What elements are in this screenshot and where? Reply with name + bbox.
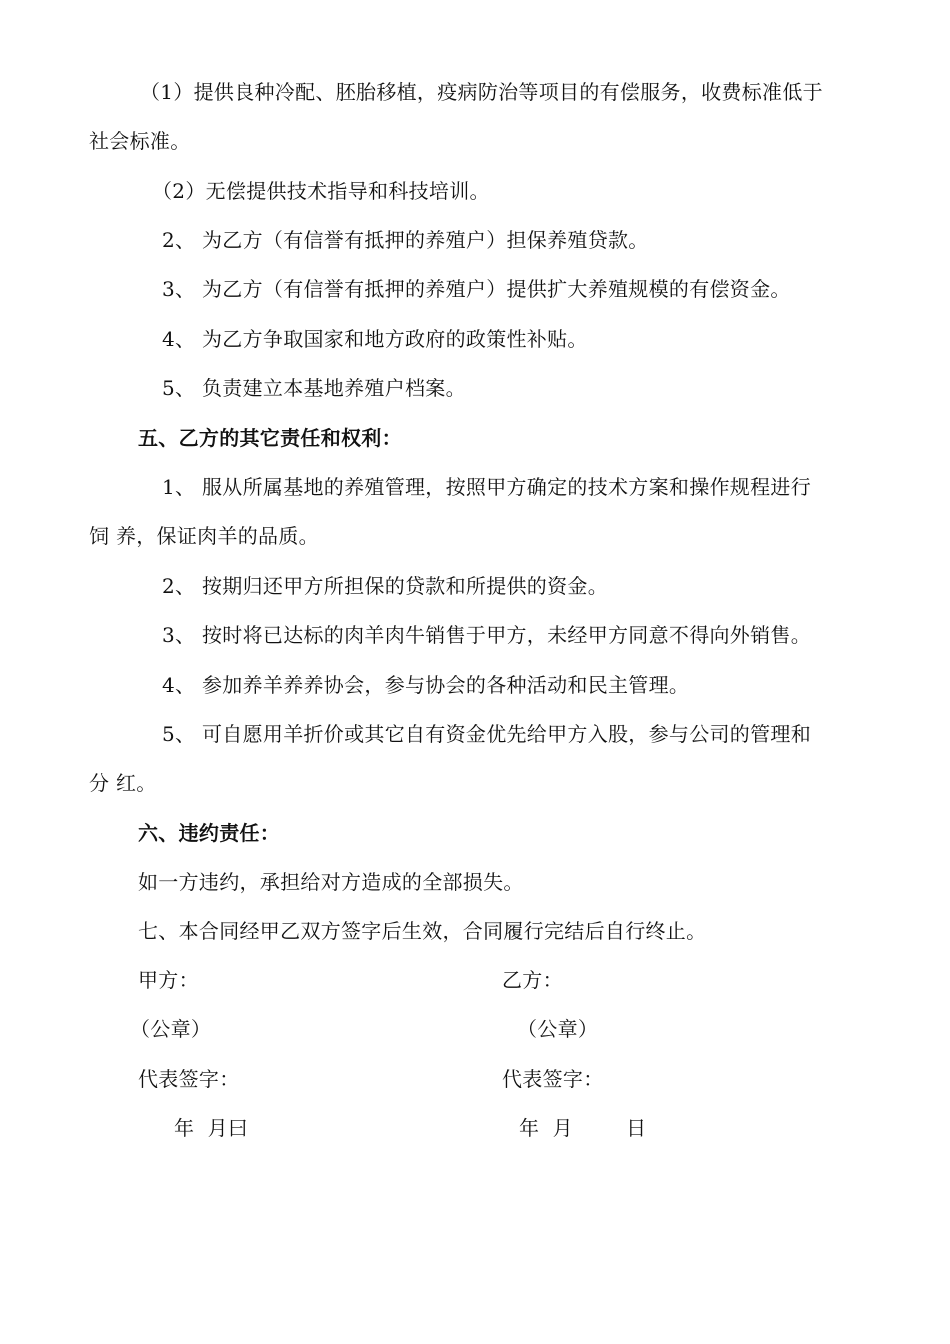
party-a-signature-label: 代表签字： [138, 1067, 240, 1091]
breach-clause: 如一方违约，承担给对方造成的全部损失。 [138, 870, 524, 894]
party-b-label: 乙方： [502, 968, 563, 992]
party-a-date: 年 月曰 [174, 1116, 249, 1140]
item-number: 3、 [162, 623, 196, 647]
party-a-item-4 [162, 325, 588, 353]
party-b-item-4 [162, 671, 689, 699]
section-7-clause: 七、本合同经甲乙双方签字后生效，合同履行完结后自行终止。 [138, 919, 707, 943]
item-number: 2、 [162, 228, 196, 252]
party-b-date: 年 月 日 [519, 1116, 647, 1140]
item-number: 1、 [162, 475, 196, 499]
party-b-item-5-cont: 分 红。 [89, 771, 157, 795]
item-number: 5、 [162, 722, 196, 746]
section-5-heading: 五、乙方的其它责任和权利： [138, 426, 402, 450]
service-item-1-line2: 社会标准。 [89, 129, 191, 153]
item-text: 负责建立本基地养殖户档案。 [202, 376, 466, 400]
service-item-1-line1: （1）提供良种冷配、胚胎移植，疫病防治等项目的有偿服务，收费标准低于 [140, 80, 823, 104]
party-b-item-1-cont: 饲 养，保证肉羊的品质。 [89, 524, 319, 548]
party-a-item-5 [162, 374, 466, 402]
item-number: 2、 [162, 574, 196, 598]
party-b-item-2 [162, 572, 608, 600]
party-a-label: 甲方： [138, 968, 199, 992]
item-text: 按时将已达标的肉羊肉牛销售于甲方，未经甲方同意不得向外销售。 [202, 623, 811, 647]
section-6-heading: 六、违约责任： [138, 821, 281, 845]
party-b-item-5 [162, 720, 811, 748]
item-number: 5、 [162, 376, 196, 400]
item-number: 4、 [162, 327, 196, 351]
item-text: 参加养羊养养协会，参与协会的各种活动和民主管理。 [202, 673, 690, 697]
party-a-item-3 [162, 275, 791, 303]
party-b-seal: （公章） [517, 1017, 599, 1041]
item-text: 服从所属基地的养殖管理，按照甲方确定的技术方案和操作规程进行 [202, 475, 811, 499]
item-text: 可自愿用羊折价或其它自有资金优先给甲方入股，参与公司的管理和 [202, 722, 811, 746]
party-a-item-2 [162, 226, 649, 254]
party-b-item-3 [162, 621, 811, 649]
service-item-2: （2）无偿提供技术指导和科技培训。 [152, 179, 490, 203]
item-text: 为乙方（有信誉有抵押的养殖户）提供扩大养殖规模的有偿资金。 [202, 277, 791, 301]
item-number: 3、 [162, 277, 196, 301]
item-number: 4、 [162, 673, 196, 697]
party-b-signature-label: 代表签字： [502, 1067, 604, 1091]
party-a-seal: （公章） [130, 1017, 212, 1041]
party-b-item-1 [162, 473, 811, 501]
item-text: 为乙方争取国家和地方政府的政策性补贴。 [202, 327, 588, 351]
item-text: 为乙方（有信誉有抵押的养殖户）担保养殖贷款。 [202, 228, 649, 252]
item-text: 按期归还甲方所担保的贷款和所提供的资金。 [202, 574, 608, 598]
